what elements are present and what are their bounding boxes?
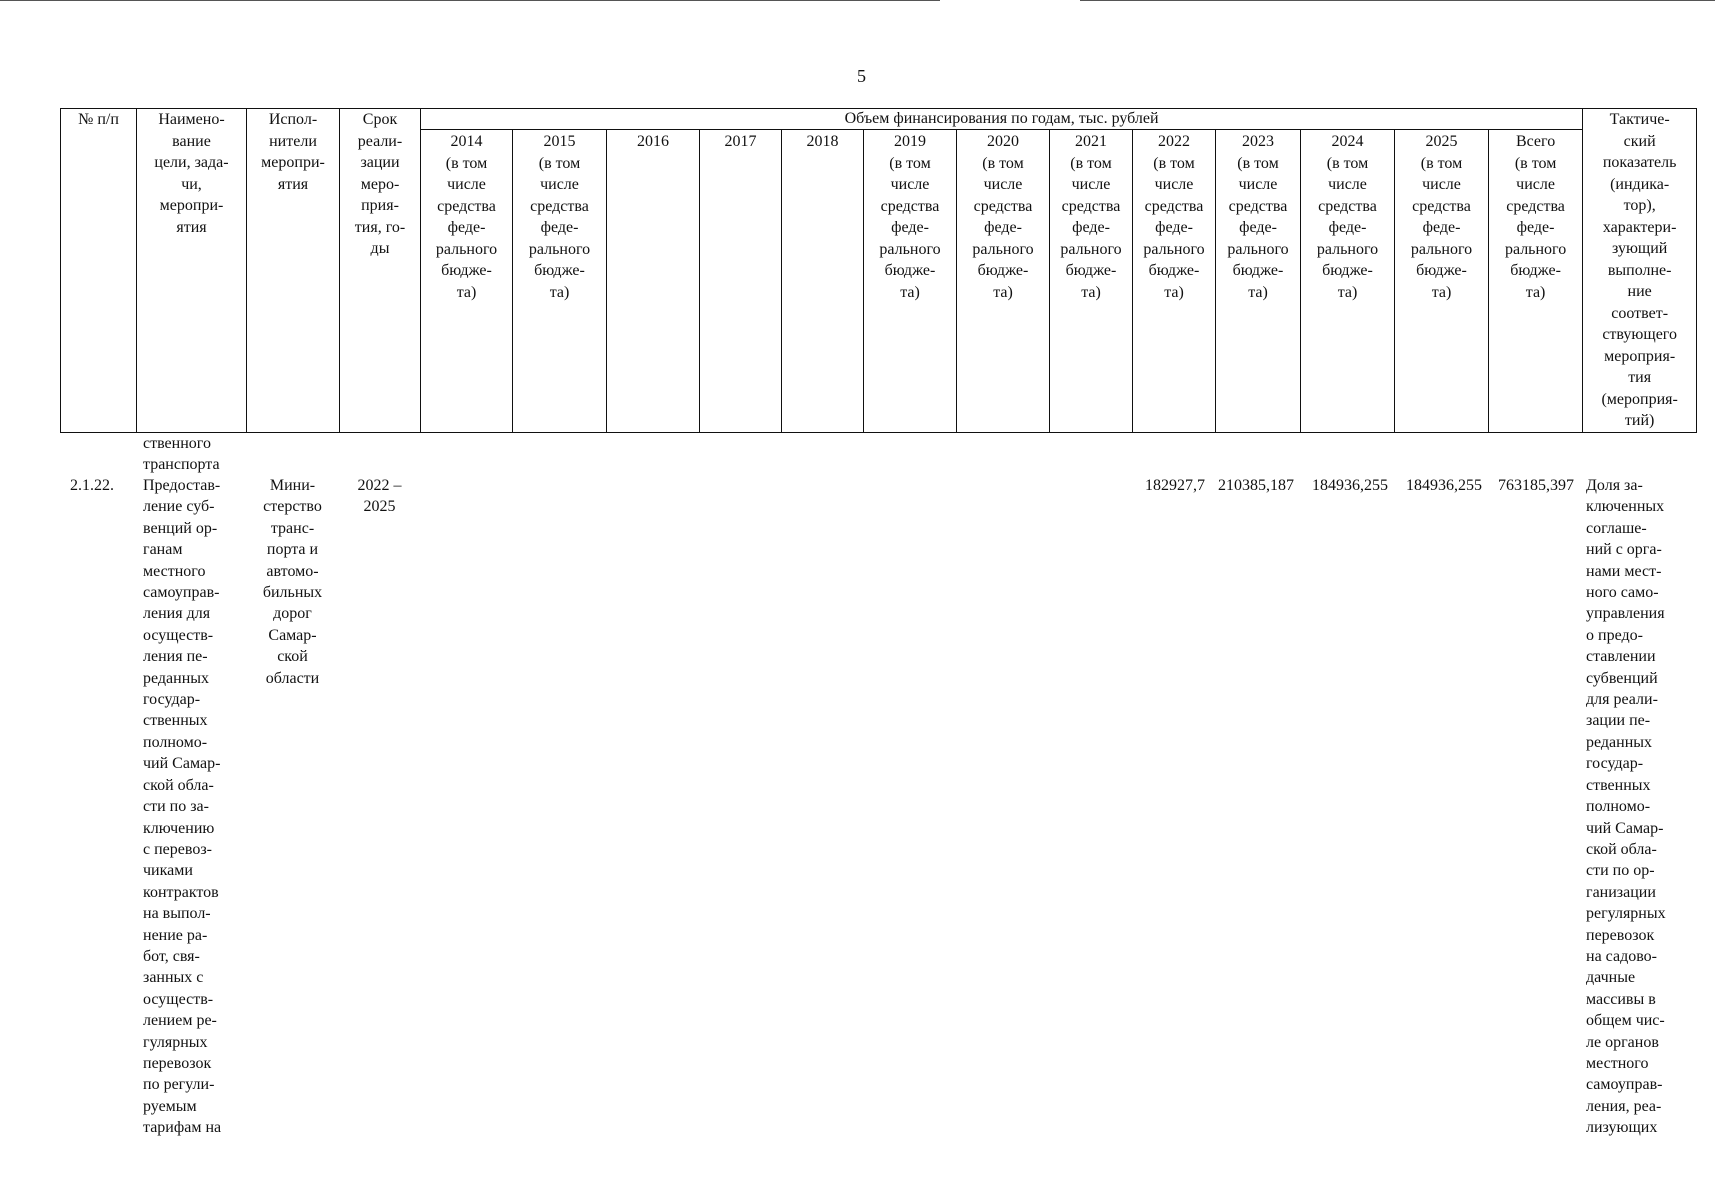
value-2022: 182927,7 bbox=[1145, 477, 1205, 494]
header-year-2015: 2015 (в том числе средства феде- рального бюдже- та) bbox=[513, 130, 607, 433]
continuation-text: ственного транспорта bbox=[143, 435, 220, 474]
header-year-2022: 2022 (в том числе средства феде- рального бюдже- та) bbox=[1133, 130, 1216, 433]
row-indicator: Доля за- ключенных соглаше- ний с орга- нами мест- ного само- управления о предо- ставлении субвенций для реали- зации пе- реданных государ- ственных полномо- чий Самар- ской обла- сти по ор- ганизации регулярных перевозок на садово- дачные массивы в общем чис- ле органов местного самоуправ- ления, реа- лизующих bbox=[1586, 477, 1666, 1137]
header-year-2024: 2024 (в том числе средства феде- рального бюдже- та) bbox=[1301, 130, 1395, 433]
header-col-executors: Испол- нители меропри- ятия bbox=[247, 109, 340, 433]
header-year-2025: 2025 (в том числе средства феде- рального бюдже- та) bbox=[1395, 130, 1489, 433]
value-2024: 184936,255 bbox=[1312, 477, 1388, 494]
header-col-name: Наимено- вание цели, зада- чи, меропри- ятия bbox=[137, 109, 247, 433]
row-name: Предостав- ление суб- венций ор- ганам местного самоуправ- ления для осуществ- ления пе- реданных государ- ственных полномо- чий Самар- ской обла- сти по за- ключению с перевоз- чиками контрактов на выпол- нение ра- бот, свя- занных с осуществ- лением ре- гулярных перевозок по регули- руемым тарифам на bbox=[143, 477, 222, 1137]
header-year-2021: 2021 (в том числе средства феде- рального бюдже- та) bbox=[1050, 130, 1133, 433]
row-term: 2022 – 2025 bbox=[357, 477, 402, 516]
scan-edge-line bbox=[1080, 0, 1715, 1]
header-col-indicator: Тактиче- ский показатель (индика- тор), характери- зующий выполне- ние соответ- ствующего мероприя- тия (мероприя- тий) bbox=[1583, 109, 1697, 433]
value-2023: 210385,187 bbox=[1218, 477, 1294, 494]
header-year-2023: 2023 (в том числе средства феде- рального бюдже- та) bbox=[1216, 130, 1301, 433]
header-year-2020: 2020 (в том числе средства феде- рального бюдже- та) bbox=[957, 130, 1050, 433]
page-number: 5 bbox=[857, 66, 866, 86]
header-year-2019: 2019 (в том числе средства феде- рального бюдже- та) bbox=[864, 130, 957, 433]
header-year-2014: 2014 (в том числе средства феде- рального бюдже- та) bbox=[421, 130, 513, 433]
header-col-number: № п/п bbox=[61, 109, 137, 433]
header-financing-title: Объем финансирования по годам, тыс. рублей bbox=[421, 109, 1583, 130]
header-year-2017: 2017 bbox=[700, 130, 782, 433]
financing-table-header bbox=[60, 108, 1697, 433]
row-executor: Мини- стерство транс- порта и автомо- бильных дорог Самар- ской области bbox=[262, 477, 323, 687]
value-total: 763185,397 bbox=[1498, 477, 1574, 494]
header-col-term: Срок реали- зации меро- прия- тия, го- ды bbox=[340, 109, 421, 433]
value-2025: 184936,255 bbox=[1406, 477, 1482, 494]
row-number: 2.1.22. bbox=[70, 477, 114, 494]
header-year-2016: 2016 bbox=[607, 130, 700, 433]
header-year-total: Всего (в том числе средства феде- рального бюдже- та) bbox=[1489, 130, 1583, 433]
header-year-2018: 2018 bbox=[782, 130, 864, 433]
scan-edge-line bbox=[0, 0, 940, 1]
